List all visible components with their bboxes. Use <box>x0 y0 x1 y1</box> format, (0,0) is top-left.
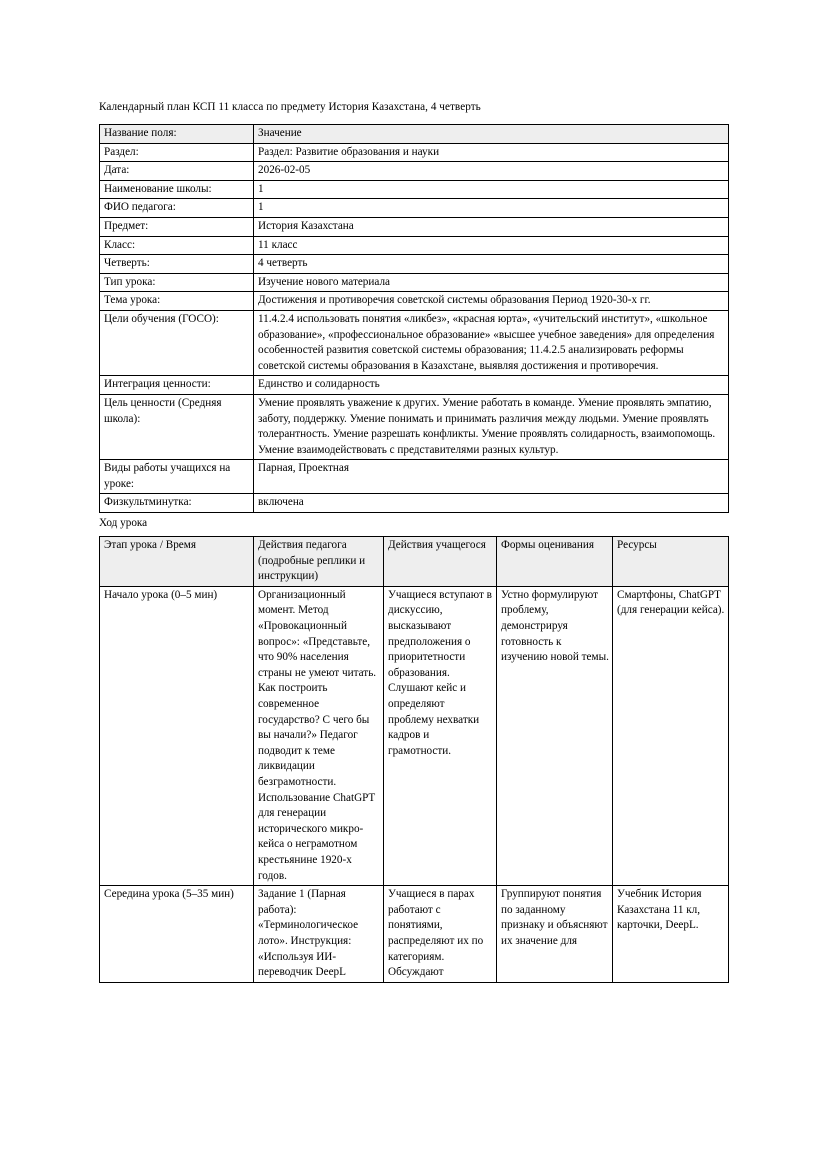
field-label: Цель ценности (Средняя школа): <box>100 394 254 459</box>
column-header-resources: Ресурсы <box>613 537 729 587</box>
cell-student-actions: Учащиеся вступают в дискуссию, высказывают предположения о приоритетности образования. Слушают кейс и определяют проблему нехватки кадров и грамотности. <box>384 586 497 885</box>
field-value: 2026-02-05 <box>254 162 729 181</box>
lesson-flow-caption: Ход урока <box>99 517 148 530</box>
field-label: Тема урока: <box>100 292 254 311</box>
column-header-stage: Этап урока / Время <box>100 537 254 587</box>
table-row <box>100 586 729 885</box>
field-value: 4 четверть <box>254 255 729 274</box>
field-value: Раздел: Развитие образования и науки <box>254 143 729 162</box>
field-label: Раздел: <box>100 143 254 162</box>
cell-assessment: Группируют понятия по заданному признаку и объясняют их значение для <box>497 886 613 983</box>
field-label: Тип урока: <box>100 273 254 292</box>
table-header-row <box>100 537 729 587</box>
field-label: Физкультминутка: <box>100 494 254 513</box>
column-header-teacher-actions: Действия педагога (подробные реплики и инструкции) <box>254 537 384 587</box>
lesson-info-body <box>100 125 729 513</box>
field-value: 11 класс <box>254 236 729 255</box>
cell-teacher-actions: Задание 1 (Парная работа): «Терминологическое лото». Инструкция: «Используя ИИ-переводчик DeepL <box>254 886 384 983</box>
table-row <box>100 236 729 255</box>
field-label: Интеграция ценности: <box>100 376 254 395</box>
table-row <box>100 162 729 181</box>
field-label: Наименование школы: <box>100 180 254 199</box>
header-value-label: Значение <box>254 125 729 144</box>
field-label: ФИО педагога: <box>100 199 254 218</box>
table-row <box>100 143 729 162</box>
table-row <box>100 273 729 292</box>
cell-teacher-actions: Организационный момент. Метод «Провокационный вопрос»: «Представьте, что 90% населения страны не умеют читать. Как построить современное государство? С чего бы вы начали?» Педагог подводит к теме ликвидации безграмотности. Использование ChatGPT для генерации исторического микро-кейса о неграмотном крестьянине 1920-х годов. <box>254 586 384 885</box>
table-row <box>100 217 729 236</box>
field-label: Виды работы учащихся на уроке: <box>100 460 254 494</box>
field-value: 1 <box>254 180 729 199</box>
table-row <box>100 180 729 199</box>
field-value: Единство и солидарность <box>254 376 729 395</box>
field-value: 11.4.2.4 использовать понятия «ликбез», «красная юрта», «учительский институт», «школьное образование», «профессиональное образование» «высшее учебное заведения» для определения особенностей развития советской системы образования; 11.4.2.5 анализировать реформы советской системы образования в Казахстане, выявляя достижения и противоречия. <box>254 310 729 375</box>
column-header-assessment: Формы оценивания <box>497 537 613 587</box>
cell-stage: Середина урока (5–35 мин) <box>100 886 254 983</box>
table-row <box>100 886 729 983</box>
field-label: Предмет: <box>100 217 254 236</box>
table-row <box>100 394 729 459</box>
table-row <box>100 494 729 513</box>
table-row <box>100 199 729 218</box>
field-label: Четверть: <box>100 255 254 274</box>
field-value: Парная, Проектная <box>254 460 729 494</box>
lesson-info-table <box>99 124 729 513</box>
field-label: Дата: <box>100 162 254 181</box>
page-title: Календарный план КСП 11 класса по предмету История Казахстана, 4 четверть <box>99 101 481 113</box>
lesson-flow-body <box>100 537 729 983</box>
lesson-flow-table <box>99 536 729 983</box>
field-value: Изучение нового материала <box>254 273 729 292</box>
header-field-label: Название поля: <box>100 125 254 144</box>
field-value: Достижения и противоречия советской системы образования Период 1920-30-х гг. <box>254 292 729 311</box>
cell-assessment: Устно формулируют проблему, демонстрируя готовность к изучению новой темы. <box>497 586 613 885</box>
field-value: История Казахстана <box>254 217 729 236</box>
cell-student-actions: Учащиеся в парах работают с понятиями, распределяют их по категориям. Обсуждают <box>384 886 497 983</box>
field-value: включена <box>254 494 729 513</box>
column-header-student-actions: Действия учащегося <box>384 537 497 587</box>
field-label: Цели обучения (ГОСО): <box>100 310 254 375</box>
table-row <box>100 376 729 395</box>
table-row <box>100 310 729 375</box>
field-value: 1 <box>254 199 729 218</box>
table-header-row <box>100 125 729 144</box>
table-row <box>100 292 729 311</box>
field-label: Класс: <box>100 236 254 255</box>
cell-stage: Начало урока (0–5 мин) <box>100 586 254 885</box>
table-row <box>100 460 729 494</box>
cell-resources: Смартфоны, ChatGPT (для генерации кейса). <box>613 586 729 885</box>
cell-resources: Учебник История Казахстана 11 кл, карточки, DeepL. <box>613 886 729 983</box>
table-row <box>100 255 729 274</box>
field-value: Умение проявлять уважение к других. Умение работать в команде. Умение проявлять эмпатию, заботу, поддержку. Умение понимать и принимать различия между людьми. Умение проявлять толерантность. Умение разрешать конфликты. Умение проявлять солидарность, взаимопомощь. Умение взаимодействовать с представителями разных культур. <box>254 394 729 459</box>
